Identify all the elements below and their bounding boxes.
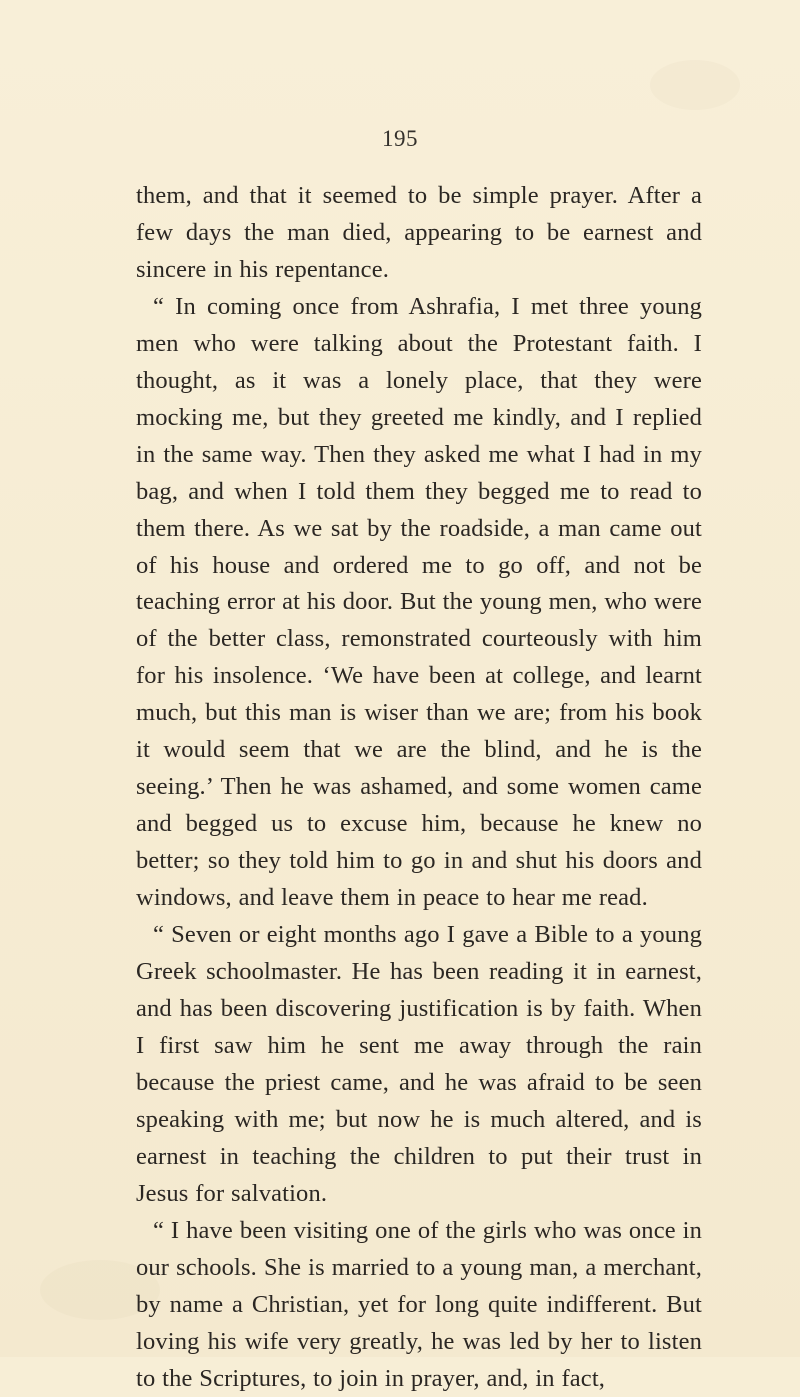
page-number: 195 (382, 126, 418, 151)
paragraph: them, and that it seemed to be simple prayer. After a few days the man died, appearing to be earnest and sincere in his repentance. (136, 182, 702, 283)
body-text (136, 178, 702, 1397)
paragraph: “ I have been visiting one of the girls who was once in our schools. She is married to a young man, a merchant, by name a Christian, yet for long quite indifferent. But loving his wife very greatly, he was led by her to listen to the Scriptures, to join in prayer, and, in fact, (136, 1216, 702, 1392)
paragraph: “ Seven or eight months ago I gave a Bible to a young Greek schoolmaster. He has been reading it in earnest, and has been discovering justification is by faith. When I first saw him he sent me away through the rain because the priest came, and he was afraid to be seen speaking with me; but now he is much altered, and is earnest in teaching the children to put their trust in Jesus for salvation. (136, 921, 702, 1207)
paper-stain (650, 60, 740, 110)
paragraph: “ In coming once from Ashrafia, I met three young men who were talking about the Protestant faith. I thought, as it was a lonely place, that they were mocking me, but they greeted me kindly, and I replied in the same way. Then they asked me what I had in my bag, and when I told them they begged me to read to them there. As we sat by the roadside, a man came out of his house and ordered me to go off, and not be teaching error at his door. But the young men, who were of the better class, remonstrated courteously with him for his insolence. ‘We have been at college, and learnt much, but this man is wiser than we are; from his book it would seem that we are the blind, and he is the seeing.’ Then he was ashamed, and some women came and begged us to excuse him, because he knew no better; so they told him to go in and shut his doors and windows, and leave them in peace to hear me read. (136, 292, 702, 912)
